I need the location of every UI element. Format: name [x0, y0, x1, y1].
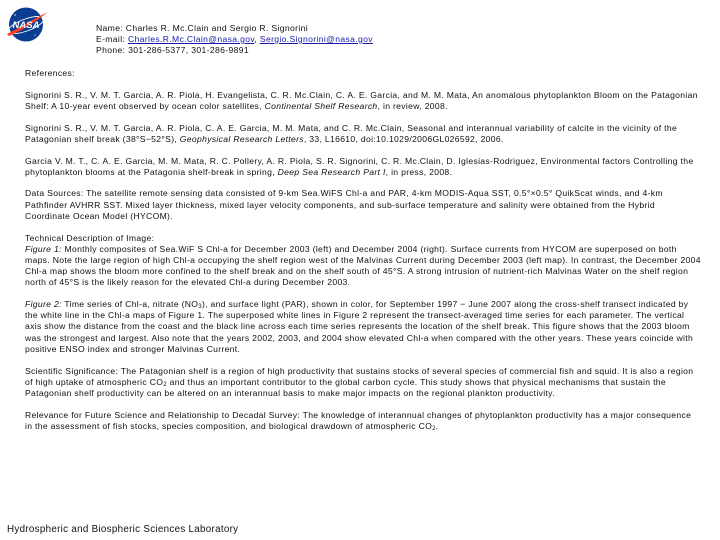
email-link-signorini[interactable]: Sergio.Signorini@nasa.gov	[259, 34, 373, 44]
figure-2-label: Figure 2:	[25, 299, 62, 310]
data-sources: Data Sources: The satellite remote sensing data consisted of 9-km Sea.WiFS Chl-a and PAR, 4-km MODIS-Aqua SST, 0.5°×0.5° QuikScat winds, and 4-km Pathfinder AVHRR SST. Mixed layer thickness, mixed layer velocity components, and sub-surface temperature and salinity were obtained from the Hybrid Coordinate Ocean Model (HYCOM).	[25, 188, 663, 221]
content-body	[25, 68, 701, 443]
relevance-decadal-survey: Relevance for Future Science and Relationship to Decadal Survey: The knowledge of interannual changes of phytoplankton productivity has a major consequence in the assessment of fish stocks, species composition, and biological drawdown of atmospheric $CO_2$.	[25, 409, 692, 432]
email-link-mcclain[interactable]: Charles.R.Mc.Clain@nasa.gov	[127, 34, 255, 44]
reference-1-journal: Continental Shelf Research	[264, 100, 378, 111]
technical-heading: Technical Description of Image:	[25, 232, 155, 243]
reference-3-journal: Deep Sea Research Part I	[277, 166, 386, 177]
email-separator: ,	[254, 34, 260, 44]
contact-block	[96, 23, 373, 56]
nasa-logo	[5, 6, 49, 43]
footer-lab-name: Hydrospheric and Biospheric Sciences Laboratory	[7, 524, 239, 535]
contact-name: Name: Charles R. Mc.Clain and Sergio R. Signorini	[96, 23, 309, 33]
figure-1-text: Monthly composites of Sea.WiF S Chl-a for December 2003 (left) and December 2004 (right). Surface currents from HYCOM are superposed on both maps. Note the large region of high Chl-a occupying the shelf region west of the Malvinas Current during December 2003 (left map). In contrast, the December 2004 Chl-a map shows the bloom more confined to the shelf break and on the shelf south of 45°S. A strong intrusion of nutrient-rich Malvinas Water on the shelf region north of 45°S is the likely reason for the elevated Chl-a during December 2003.	[25, 243, 701, 288]
scientific-significance: Scientific Significance: The Patagonian shelf is a region of high productivity that sustains stocks of several species of commercial fish and squid. It is also a region of high uptake of atmospheric $CO_2$ and thus an important contributor to the global carbon cycle. This study shows that physical mechanisms that sustain the Patagonian shelf productivity can be altered on an interannual basis to make major impacts on the regional plankton productivity.	[25, 365, 694, 398]
reference-3: Garcia V. M. T., C. A. E. Garcia, M. M. Mata, R. C. Pollery, A. R. Piola, S. R. Signorini, C. R. Mc.Clain, D. Iglesias-Rodriguez, Environmental factors Controlling the phytoplankton blooms at the Patagonia shelf-break in spring, Deep Sea Research Part I, in press, 2008.	[25, 155, 694, 177]
email-label: E-mail:	[96, 34, 128, 44]
figure-1-label: Figure 1:	[25, 243, 62, 254]
reference-2: Signorini S. R., V. M. T. Garcia, A. R. Piola, C. A. E. Garcia, M. M. Mata, and C. R. Mc.Clain, Seasonal and interannual variability of calcite in the vicinity of the Patagonian shelf break (38°S−52°S), Geophysical Research Letters, 33, L16610, doi:10.1029/2006GL026592, 2006.	[25, 122, 678, 144]
figure-2-description: Figure 2: Time series of Chl-a, nitrate $(NO_3)$, and surface light (PAR), shown in color, for September 1997 − June 2007 along the cross-shelf transect indicated by the white line in the Chl-a maps of Figure 1. The superposed white lines in Figure 2 represent the transect-averaged time series for each parameter. The vertical axis show the distance from the coast and the black line across each time series represents the location of the shelf break. This figure shows that the 2003 bloom was the strongest and largest. Also note that the years 2002, 2003, and 2004 show elevated Chl-a when compared with the other years. These years coincide with positive ENSO index and stronger Malvinas Current.	[25, 299, 694, 354]
contact-email	[96, 34, 373, 45]
reference-2-journal: Geophysical Research Letters	[179, 133, 304, 144]
contact-phone: Phone: 301-286-5377, 301-286-9891	[96, 45, 249, 55]
references-heading: References:	[25, 68, 75, 78]
technical-description	[25, 233, 701, 289]
nasa-logo-text: NASA	[12, 20, 40, 31]
reference-1: Signorini S. R., V. M. T. Garcia, A. R. Piola, H. Evangelista, C. R. Mc.Clain, C. A. E. Garcia, and M. M. Mata, An anomalous phytoplankton Bloom on the Patagonian Shelf: A 10-year event observed by ocean color satellites, Continental Shelf Research, in review, 2008.	[25, 89, 698, 111]
